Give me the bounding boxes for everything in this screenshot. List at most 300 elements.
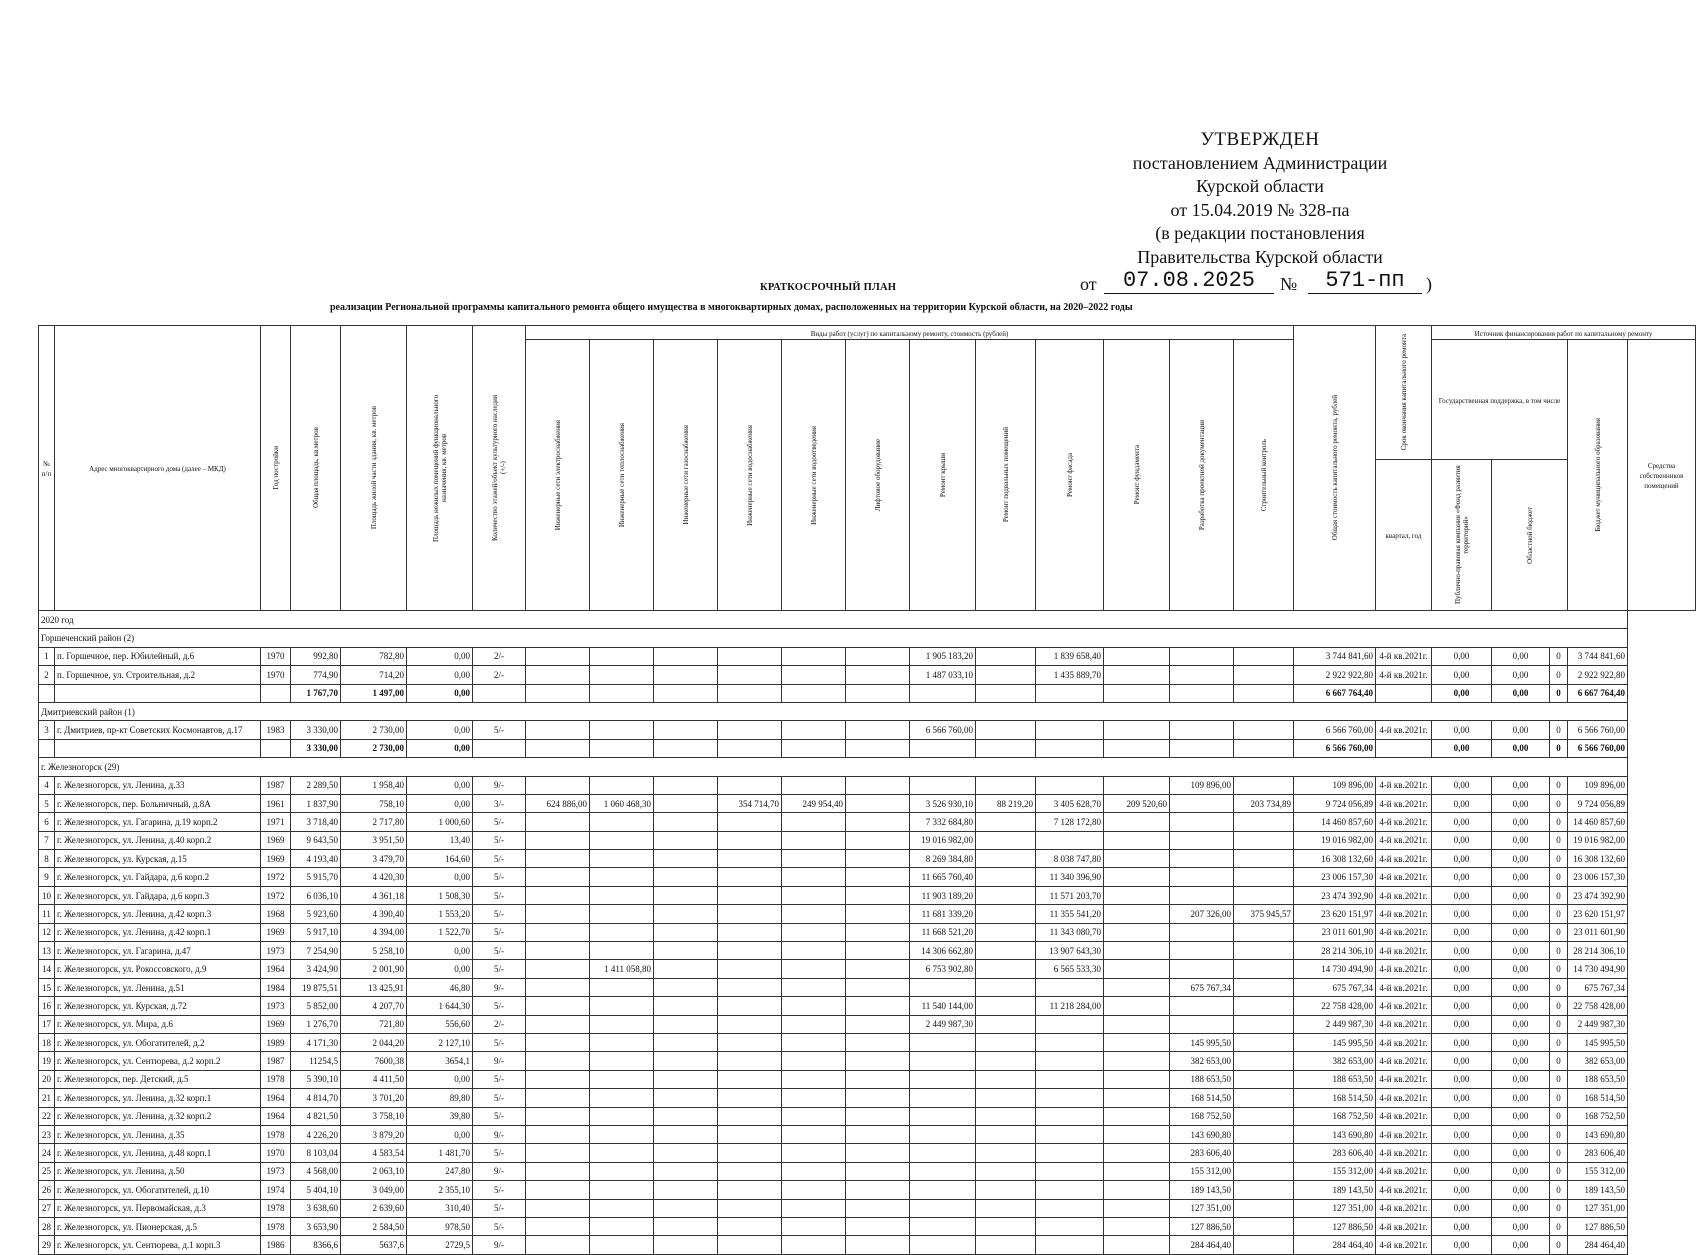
row-deadline: 4-й кв.2021г. [1376, 1144, 1432, 1162]
row-owners: 14 460 857,60 [1568, 813, 1628, 831]
table-row [39, 1052, 1696, 1070]
row-floors: 2/- [473, 666, 526, 684]
row-total-area: 1 767,70 [291, 684, 341, 702]
row-number: 13 [39, 942, 55, 960]
row-water [718, 997, 782, 1015]
row-nonres-area: 0,00 [407, 794, 473, 812]
row-deadline: 4-й кв.2021г. [1376, 1125, 1432, 1143]
row-water [718, 831, 782, 849]
row-owners: 16 308 132,60 [1568, 850, 1628, 868]
row-number: 4 [39, 776, 55, 794]
row-basement [976, 1236, 1036, 1254]
row-foundation [1104, 1052, 1170, 1070]
row-facade [1036, 739, 1104, 757]
row-facade [1036, 1144, 1104, 1162]
row-facade: 11 355 541,20 [1036, 905, 1104, 923]
row-fund: 0,00 [1432, 1181, 1492, 1199]
approval-line: от 15.04.2019 № 328-па [1170, 199, 1350, 220]
row-municipal: 0 [1550, 647, 1568, 665]
row-floors [473, 684, 526, 702]
row-gas [654, 1217, 718, 1235]
row-foundation [1104, 886, 1170, 904]
row-owners: 283 606,40 [1568, 1144, 1628, 1162]
row-basement [976, 776, 1036, 794]
row-design: 127 886,50 [1170, 1217, 1234, 1235]
row-regional: 0,00 [1492, 1070, 1550, 1088]
col-fund-header: Публично-правовая компания «Фонд развития территорий» [1432, 460, 1492, 611]
row-fund: 0,00 [1432, 831, 1492, 849]
row-basement [976, 1015, 1036, 1033]
row-fund: 0,00 [1432, 739, 1492, 757]
revision-number: 571-пп [1308, 269, 1422, 294]
row-number: 10 [39, 886, 55, 904]
row-heat [590, 978, 654, 996]
row-deadline: 4-й кв.2021г. [1376, 831, 1432, 849]
row-number: 2 [39, 666, 55, 684]
row-gas [654, 776, 718, 794]
row-fund: 0,00 [1432, 721, 1492, 739]
table-row [39, 813, 1696, 831]
row-owners: 23 006 157,30 [1568, 868, 1628, 886]
row-sewer [782, 1217, 846, 1235]
row-lift [846, 647, 910, 665]
col-electric-header: Инженерные сети электроснабжения [526, 340, 590, 611]
row-owners: 109 896,00 [1568, 776, 1628, 794]
row-total-area: 1 276,70 [291, 1015, 341, 1033]
row-municipal: 0 [1550, 721, 1568, 739]
row-regional: 0,00 [1492, 831, 1550, 849]
row-number: 14 [39, 960, 55, 978]
section-label: г. Железногорск (29) [39, 758, 1628, 776]
row-facade: 1 435 889,70 [1036, 666, 1104, 684]
row-facade [1036, 684, 1104, 702]
row-regional: 0,00 [1492, 850, 1550, 868]
row-heat [590, 666, 654, 684]
table-row [39, 868, 1696, 886]
row-total-area: 3 638,60 [291, 1199, 341, 1217]
row-municipal: 0 [1550, 776, 1568, 794]
row-floors: 5/- [473, 813, 526, 831]
row-roof [910, 1107, 976, 1125]
row-municipal: 0 [1550, 1217, 1568, 1235]
row-year: 1978 [261, 1070, 291, 1088]
row-year: 1971 [261, 813, 291, 831]
row-fund: 0,00 [1432, 1236, 1492, 1254]
row-municipal: 0 [1550, 850, 1568, 868]
row-roof [910, 1144, 976, 1162]
row-nonres-area: 2 355,10 [407, 1181, 473, 1199]
row-gas [654, 721, 718, 739]
row-deadline [1376, 739, 1432, 757]
row-address: п. Горшечное, ул. Строительная, д.2 [55, 666, 261, 684]
row-basement [976, 978, 1036, 996]
row-living-area: 2 717,80 [341, 813, 407, 831]
row-heat [590, 850, 654, 868]
row-address: г. Железногорск, ул. Ленина, д.50 [55, 1162, 261, 1180]
row-sewer [782, 647, 846, 665]
row-fund: 0,00 [1432, 1107, 1492, 1125]
row-fund: 0,00 [1432, 1125, 1492, 1143]
row-floors: 5/- [473, 960, 526, 978]
row-address: г. Железногорск, ул. Ленина, д.40 корп.2 [55, 831, 261, 849]
row-gas [654, 905, 718, 923]
row-design [1170, 794, 1234, 812]
row-gas [654, 647, 718, 665]
row-total-area: 5 923,60 [291, 905, 341, 923]
col-living-area-header: Площадь жилой части здания, кв. метров [341, 326, 407, 611]
row-gas [654, 978, 718, 996]
row-living-area: 13 425,91 [341, 978, 407, 996]
col-sewer-header: Инженерные сети водоотведения [782, 340, 846, 611]
col-control-header: Строительный контроль [1234, 340, 1294, 611]
row-municipal: 0 [1550, 905, 1568, 923]
row-total-cost: 23 620 151,97 [1294, 905, 1376, 923]
row-address [55, 739, 261, 757]
table-row [39, 850, 1696, 868]
row-year: 1972 [261, 886, 291, 904]
row-owners: 127 351,00 [1568, 1199, 1628, 1217]
row-electric [526, 831, 590, 849]
col-floors-header: Количество этажей/объект культурного наследия (+/-) [473, 326, 526, 611]
row-basement [976, 1181, 1036, 1199]
row-regional: 0,00 [1492, 776, 1550, 794]
row-roof [910, 739, 976, 757]
row-lift [846, 997, 910, 1015]
row-gas [654, 1199, 718, 1217]
row-total-cost: 6 566 760,00 [1294, 721, 1376, 739]
row-floors: 5/- [473, 868, 526, 886]
row-sewer [782, 1125, 846, 1143]
row-roof: 1 905 183,20 [910, 647, 976, 665]
row-control [1234, 942, 1294, 960]
row-year: 1970 [261, 1144, 291, 1162]
row-foundation [1104, 1089, 1170, 1107]
row-fund: 0,00 [1432, 1199, 1492, 1217]
row-water [718, 1015, 782, 1033]
row-address: г. Железногорск, ул. Ленина, д.48 корп.1 [55, 1144, 261, 1162]
row-total-cost: 283 606,40 [1294, 1144, 1376, 1162]
row-municipal: 0 [1550, 997, 1568, 1015]
row-total-area: 4 193,40 [291, 850, 341, 868]
row-nonres-area: 0,00 [407, 721, 473, 739]
row-control [1234, 1070, 1294, 1088]
row-living-area: 3 049,00 [341, 1181, 407, 1199]
row-floors [473, 739, 526, 757]
document-subtitle: реализации Региональной программы капитального ремонта общего имущества в многоквартирных домах, расположенных на территории Курской области, на 2020–2022 годы [330, 302, 1133, 313]
row-heat [590, 905, 654, 923]
row-nonres-area: 0,00 [407, 942, 473, 960]
row-roof [910, 1217, 976, 1235]
table-row [39, 1125, 1696, 1143]
row-facade [1036, 1015, 1104, 1033]
row-gas [654, 1125, 718, 1143]
row-foundation [1104, 905, 1170, 923]
row-year [261, 684, 291, 702]
row-number: 5 [39, 794, 55, 812]
row-year: 1987 [261, 776, 291, 794]
row-control [1234, 1217, 1294, 1235]
row-owners: 23 620 151,97 [1568, 905, 1628, 923]
row-design: 283 606,40 [1170, 1144, 1234, 1162]
row-roof [910, 1052, 976, 1070]
row-nonres-area: 89,80 [407, 1089, 473, 1107]
row-owners: 6 566 760,00 [1568, 721, 1628, 739]
row-lift [846, 831, 910, 849]
row-design: 207 326,00 [1170, 905, 1234, 923]
row-design: 145 995,50 [1170, 1033, 1234, 1051]
row-fund: 0,00 [1432, 1217, 1492, 1235]
row-design: 168 752,50 [1170, 1107, 1234, 1125]
row-basement [976, 942, 1036, 960]
row-control [1234, 1236, 1294, 1254]
row-address: г. Железногорск, ул. Ленина, д.33 [55, 776, 261, 794]
row-year: 1961 [261, 794, 291, 812]
row-water [718, 1033, 782, 1051]
row-number: 18 [39, 1033, 55, 1051]
row-foundation [1104, 647, 1170, 665]
row-owners: 3 744 841,60 [1568, 647, 1628, 665]
row-nonres-area: 2 127,10 [407, 1033, 473, 1051]
row-fund: 0,00 [1432, 850, 1492, 868]
row-basement [976, 813, 1036, 831]
row-electric [526, 776, 590, 794]
row-nonres-area: 0,00 [407, 739, 473, 757]
row-basement [976, 886, 1036, 904]
row-address: г. Железногорск, ул. Ленина, д.42 корп.3 [55, 905, 261, 923]
row-lift [846, 1199, 910, 1217]
row-regional: 0,00 [1492, 721, 1550, 739]
row-deadline: 4-й кв.2021г. [1376, 1107, 1432, 1125]
table-row [39, 1033, 1696, 1051]
row-regional: 0,00 [1492, 666, 1550, 684]
row-electric [526, 1070, 590, 1088]
row-regional: 0,00 [1492, 794, 1550, 812]
row-regional: 0,00 [1492, 905, 1550, 923]
row-year: 1964 [261, 960, 291, 978]
row-basement [976, 647, 1036, 665]
row-total-cost: 2 449 987,30 [1294, 1015, 1376, 1033]
row-heat [590, 868, 654, 886]
row-address: г. Железногорск, ул. Сентюрева, д.1 корп.3 [55, 1236, 261, 1254]
row-basement [976, 1052, 1036, 1070]
row-roof [910, 1162, 976, 1180]
row-heat [590, 1033, 654, 1051]
approval-heading: УТВЕРЖДЕН [1200, 129, 1320, 150]
row-regional: 0,00 [1492, 1052, 1550, 1070]
row-facade [1036, 1199, 1104, 1217]
row-fund: 0,00 [1432, 776, 1492, 794]
row-lift [846, 813, 910, 831]
row-owners: 22 758 428,00 [1568, 997, 1628, 1015]
row-heat [590, 776, 654, 794]
row-municipal: 0 [1550, 831, 1568, 849]
row-municipal: 0 [1550, 1107, 1568, 1125]
row-basement [976, 831, 1036, 849]
row-basement [976, 923, 1036, 941]
col-water-header: Инженерные сети водоснабжения [718, 340, 782, 611]
row-design [1170, 684, 1234, 702]
table-row [39, 721, 1696, 739]
row-sewer [782, 905, 846, 923]
col-design-header: Разработка проектной документации [1170, 340, 1234, 611]
row-nonres-area: 46,80 [407, 978, 473, 996]
row-facade [1036, 831, 1104, 849]
row-total-area: 4 171,30 [291, 1033, 341, 1051]
row-nonres-area: 1 553,20 [407, 905, 473, 923]
row-year: 1978 [261, 1217, 291, 1235]
row-number: 19 [39, 1052, 55, 1070]
col-municipal-header: Бюджет муниципального образования [1568, 340, 1628, 611]
row-owners: 143 690,80 [1568, 1125, 1628, 1143]
row-year: 1973 [261, 942, 291, 960]
row-control [1234, 1052, 1294, 1070]
row-year: 1989 [261, 1033, 291, 1051]
row-sewer [782, 1107, 846, 1125]
row-basement [976, 1199, 1036, 1217]
row-fund: 0,00 [1432, 978, 1492, 996]
row-owners: 382 653,00 [1568, 1052, 1628, 1070]
row-regional: 0,00 [1492, 684, 1550, 702]
row-fund: 0,00 [1432, 813, 1492, 831]
plan-table [38, 325, 1696, 1255]
row-control [1234, 1015, 1294, 1033]
row-facade [1036, 1107, 1104, 1125]
row-heat: 1 060 468,30 [590, 794, 654, 812]
row-year [261, 739, 291, 757]
row-control [1234, 813, 1294, 831]
row-heat [590, 997, 654, 1015]
row-facade: 8 038 747,80 [1036, 850, 1104, 868]
section-label: Дмитриевский район (1) [39, 702, 1628, 720]
row-total-cost: 6 667 764,40 [1294, 684, 1376, 702]
row-year: 1970 [261, 647, 291, 665]
row-fund: 0,00 [1432, 794, 1492, 812]
row-year: 1974 [261, 1181, 291, 1199]
row-municipal: 0 [1550, 684, 1568, 702]
row-sewer [782, 960, 846, 978]
row-total-cost: 168 514,50 [1294, 1089, 1376, 1107]
row-number: 21 [39, 1089, 55, 1107]
row-design [1170, 739, 1234, 757]
row-total-cost: 127 351,00 [1294, 1199, 1376, 1217]
row-regional: 0,00 [1492, 647, 1550, 665]
row-deadline: 4-й кв.2021г. [1376, 978, 1432, 996]
row-floors: 9/- [473, 1052, 526, 1070]
row-floors: 9/- [473, 978, 526, 996]
row-living-area: 5637,6 [341, 1236, 407, 1254]
row-lift [846, 1217, 910, 1235]
row-gas [654, 1181, 718, 1199]
row-nonres-area: 1 644,30 [407, 997, 473, 1015]
row-design [1170, 831, 1234, 849]
row-number: 24 [39, 1144, 55, 1162]
row-lift [846, 1144, 910, 1162]
row-municipal: 0 [1550, 1070, 1568, 1088]
row-total-area: 19 875,51 [291, 978, 341, 996]
row-control [1234, 666, 1294, 684]
row-lift [846, 1236, 910, 1254]
row-municipal: 0 [1550, 942, 1568, 960]
row-water [718, 666, 782, 684]
col-deadline-header: Срок окончания капитального ремонта [1376, 326, 1432, 460]
row-heat [590, 1162, 654, 1180]
row-design [1170, 721, 1234, 739]
col-lift-header: Лифтовое оборудование [846, 340, 910, 611]
row-owners: 675 767,34 [1568, 978, 1628, 996]
row-facade: 6 565 533,30 [1036, 960, 1104, 978]
row-water [718, 923, 782, 941]
row-regional: 0,00 [1492, 923, 1550, 941]
row-deadline: 4-й кв.2021г. [1376, 1217, 1432, 1235]
col-total-area-header: Общая площадь, кв.метров [291, 326, 341, 611]
row-heat [590, 1089, 654, 1107]
row-facade [1036, 1052, 1104, 1070]
table-row [39, 1236, 1696, 1254]
row-living-area: 3 479,70 [341, 850, 407, 868]
row-electric: 624 886,00 [526, 794, 590, 812]
row-total-cost: 23 006 157,30 [1294, 868, 1376, 886]
row-floors: 5/- [473, 831, 526, 849]
row-lift [846, 1070, 910, 1088]
row-nonres-area: 0,00 [407, 960, 473, 978]
row-water [718, 813, 782, 831]
row-municipal: 0 [1550, 886, 1568, 904]
row-total-cost: 143 690,80 [1294, 1125, 1376, 1143]
row-foundation: 209 520,60 [1104, 794, 1170, 812]
row-municipal: 0 [1550, 666, 1568, 684]
row-facade [1036, 1070, 1104, 1088]
row-lift [846, 886, 910, 904]
row-nonres-area: 0,00 [407, 1125, 473, 1143]
row-roof [910, 1033, 976, 1051]
row-foundation [1104, 850, 1170, 868]
row-design: 127 351,00 [1170, 1199, 1234, 1217]
row-roof [910, 1089, 976, 1107]
row-total-cost: 284 464,40 [1294, 1236, 1376, 1254]
row-control [1234, 1033, 1294, 1051]
row-municipal: 0 [1550, 739, 1568, 757]
table-row [39, 997, 1696, 1015]
row-number: 29 [39, 1236, 55, 1254]
row-address: г. Железногорск, ул. Ленина, д.32 корп.1 [55, 1089, 261, 1107]
row-sewer [782, 1033, 846, 1051]
row-electric [526, 960, 590, 978]
row-basement [976, 684, 1036, 702]
row-living-area: 4 583,54 [341, 1144, 407, 1162]
row-year: 1968 [261, 905, 291, 923]
row-control [1234, 868, 1294, 886]
approval-line: Курской области [1196, 176, 1324, 196]
row-roof: 6 753 902,80 [910, 960, 976, 978]
row-address: г. Железногорск, ул. Ленина, д.51 [55, 978, 261, 996]
row-municipal: 0 [1550, 1144, 1568, 1162]
row-deadline: 4-й кв.2021г. [1376, 1236, 1432, 1254]
row-year: 1969 [261, 850, 291, 868]
row-living-area: 714,20 [341, 666, 407, 684]
row-total-cost: 23 474 392,90 [1294, 886, 1376, 904]
row-control [1234, 1199, 1294, 1217]
row-control [1234, 721, 1294, 739]
row-nonres-area: 13,40 [407, 831, 473, 849]
row-municipal: 0 [1550, 960, 1568, 978]
row-total-cost: 28 214 306,10 [1294, 942, 1376, 960]
row-owners: 28 214 306,10 [1568, 942, 1628, 960]
row-foundation [1104, 868, 1170, 886]
row-deadline: 4-й кв.2021г. [1376, 868, 1432, 886]
row-sewer [782, 923, 846, 941]
row-basement [976, 1125, 1036, 1143]
row-heat [590, 1181, 654, 1199]
